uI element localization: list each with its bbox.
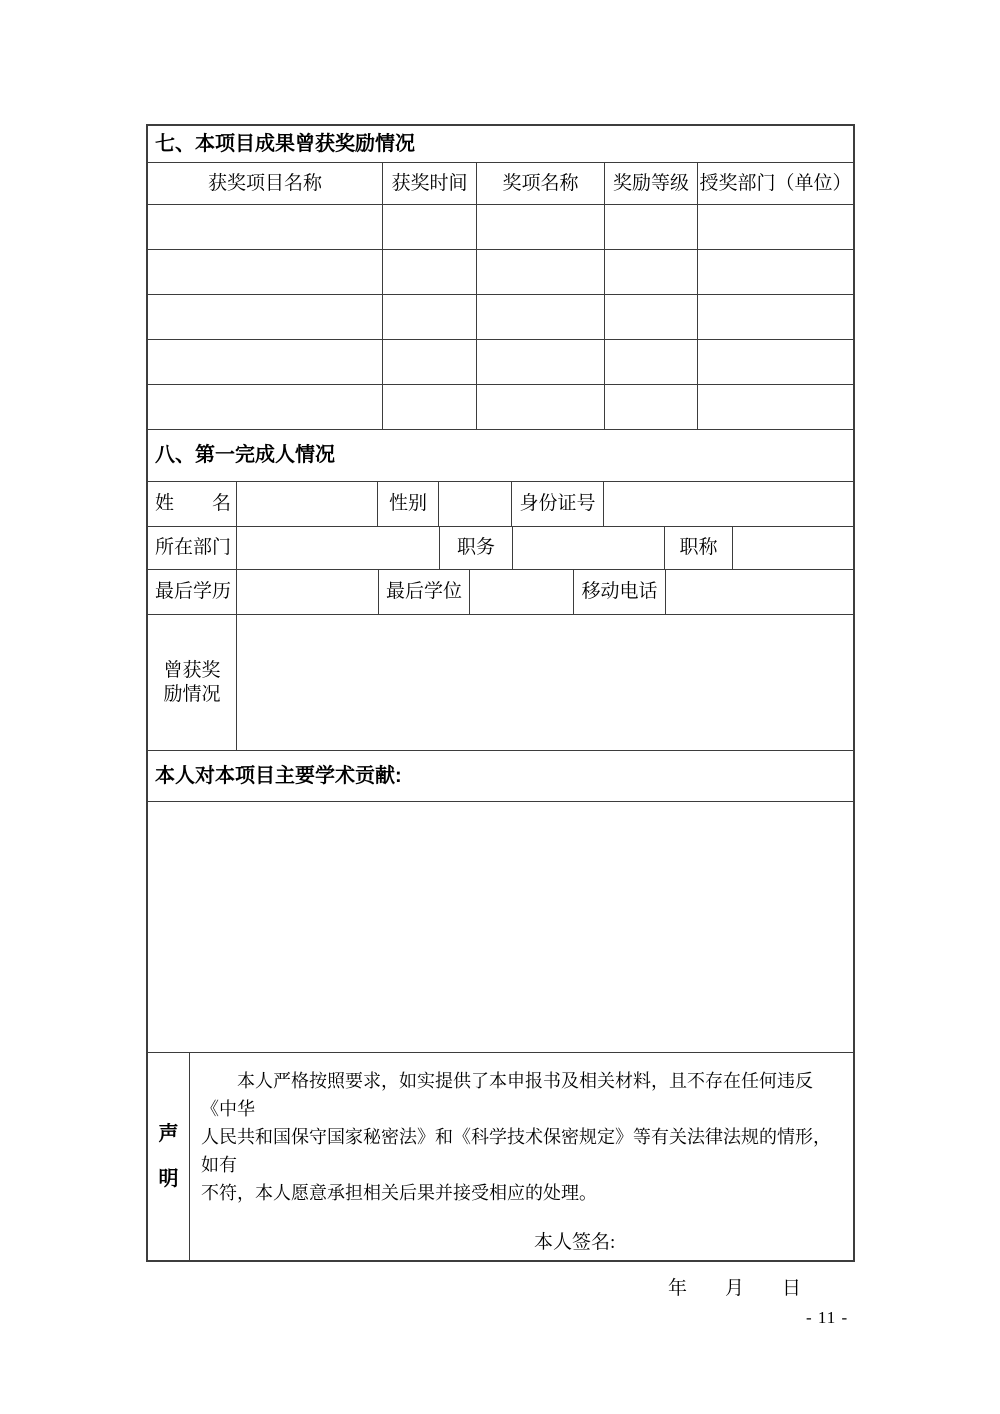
section8-education-row <box>148 570 853 615</box>
declaration-label-line1: 声 <box>158 1122 179 1145</box>
award-name-cell <box>477 385 605 429</box>
past-awards-label <box>148 615 237 750</box>
column-header-award-project-name: 获奖项目名称 <box>148 163 383 204</box>
award-grade-cell <box>605 340 698 384</box>
award-project-name-cell <box>148 385 383 429</box>
awarding-department-cell <box>698 250 853 294</box>
column-header-awarding-department: 授奖部门（单位） <box>699 172 852 194</box>
declaration-row <box>148 1053 853 1299</box>
id-number-label: 身份证号 <box>512 482 604 526</box>
awarding-department-cell <box>698 295 853 339</box>
award-time-cell <box>383 250 477 294</box>
mobile-phone-label: 移动电话 <box>574 570 666 614</box>
position-value-cell <box>513 527 665 569</box>
section8-awards-row <box>148 615 853 751</box>
column-header-award-time: 获奖时间 <box>383 163 477 204</box>
awarding-department-cell <box>698 385 853 429</box>
name-label: 姓 名 <box>148 482 237 526</box>
declaration-text-line3: 不符，本人愿意承担相关后果并接受相应的处理。 <box>201 1183 597 1203</box>
contribution-label: 本人对本项目主要学术贡献: <box>155 764 402 787</box>
section7-title: 七、本项目成果曾获奖励情况 <box>155 132 415 155</box>
section7-data-row-1 <box>148 205 853 250</box>
column-header-award-grade: 奖励等级 <box>605 163 698 204</box>
gender-label: 性别 <box>378 482 439 526</box>
education-value-cell <box>237 570 379 614</box>
department-label: 所在部门 <box>148 527 237 569</box>
date-label: 年 月 日 <box>667 1277 801 1299</box>
award-name-cell <box>477 340 605 384</box>
award-project-name-cell <box>148 295 383 339</box>
professional-title-label: 职称 <box>665 527 733 569</box>
section7-data-row-2 <box>148 250 853 295</box>
declaration-content-cell <box>190 1053 853 1299</box>
awarding-department-cell <box>698 205 853 249</box>
declaration-text-line2: 人民共和国保守国家秘密法》和《科学技术保密规定》等有关法律法规的情形，如有 <box>201 1127 831 1175</box>
section8-department-row <box>148 527 853 570</box>
mobile-phone-value-cell <box>666 570 853 614</box>
awarding-department-cell <box>698 340 853 384</box>
past-awards-label-line1: 曾获奖 <box>163 659 221 681</box>
section7-header-row <box>148 163 853 205</box>
award-grade-cell <box>605 295 698 339</box>
award-grade-cell <box>605 205 698 249</box>
award-project-name-cell <box>148 340 383 384</box>
section7-data-row-4 <box>148 340 853 385</box>
degree-value-cell <box>470 570 574 614</box>
award-name-cell <box>477 250 605 294</box>
contribution-value-cell <box>148 802 853 1052</box>
declaration-text-line1: 本人严格按照要求，如实提供了本申报书及相关材料，且不存在任何违反《中华 <box>201 1071 813 1119</box>
award-grade-cell <box>605 250 698 294</box>
award-name-cell <box>477 295 605 339</box>
award-application-form-table <box>146 124 855 1299</box>
gender-value-cell <box>439 482 512 526</box>
award-name-cell <box>477 205 605 249</box>
award-project-name-cell <box>148 205 383 249</box>
contribution-content-row <box>148 802 853 1053</box>
page-number: - 11 - <box>806 1308 849 1327</box>
section7-data-row-3 <box>148 295 853 340</box>
declaration-label-line2: 明 <box>158 1167 179 1190</box>
professional-title-value-cell <box>733 527 853 569</box>
contribution-label-row <box>148 751 853 802</box>
department-value-cell <box>237 527 440 569</box>
section8-title-row <box>148 430 853 482</box>
name-value-cell <box>237 482 378 526</box>
position-label: 职务 <box>440 527 513 569</box>
section7-data-row-5 <box>148 385 853 430</box>
award-time-cell <box>383 295 477 339</box>
id-number-value-cell <box>604 482 853 526</box>
section8-name-row <box>148 482 853 527</box>
section8-title: 八、第一完成人情况 <box>155 444 335 466</box>
award-grade-cell <box>605 385 698 429</box>
declaration-text <box>201 1067 839 1207</box>
signature-label: 本人签名: <box>534 1232 616 1253</box>
declaration-label <box>148 1053 190 1260</box>
section7-title-row <box>148 126 853 163</box>
award-time-cell <box>383 340 477 384</box>
past-awards-value-cell <box>237 615 853 750</box>
award-time-cell <box>383 205 477 249</box>
degree-label: 最后学位 <box>379 570 470 614</box>
column-header-award-name: 奖项名称 <box>477 163 605 204</box>
education-label: 最后学历 <box>148 570 237 614</box>
award-time-cell <box>383 385 477 429</box>
award-project-name-cell <box>148 250 383 294</box>
past-awards-label-line2: 励情况 <box>163 683 221 705</box>
